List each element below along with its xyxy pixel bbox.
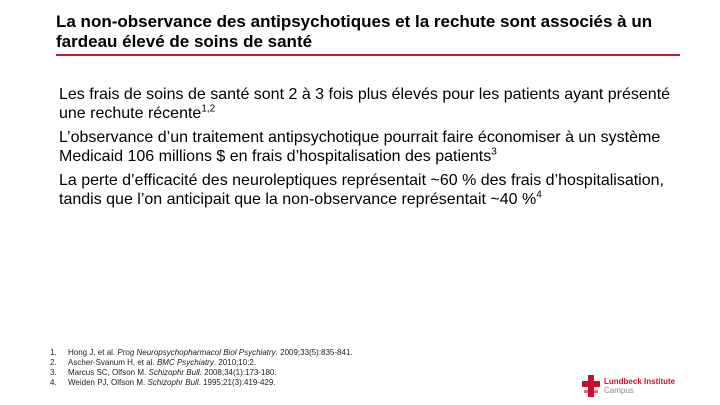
reference-details: . 1995;21(3):419-429. xyxy=(198,378,276,387)
reference-list xyxy=(50,348,470,388)
title-divider xyxy=(56,54,680,56)
citation-superscript: 1,2 xyxy=(201,103,216,115)
bullet-text: L’observance d’un traitement antipsychotique pourrait faire économiser à un système Medicaid 106 millions $ en frais d’hospitalisation des patients xyxy=(59,129,661,165)
reference-source: Prog Neuropsychopharmacol Biol Psychiatry xyxy=(117,348,276,357)
reference-authors: Weiden PJ, Olfson M. xyxy=(68,378,146,387)
reference-item xyxy=(50,358,470,368)
logo-name: Lundbeck Institute xyxy=(604,377,676,386)
bullet-text: La perte d’efficacité des neuroleptiques représentait ~60 % des frais d’hospitalisation, tandis que l’on anticipait que la non-observance représentait ~40 % xyxy=(59,172,664,208)
lundbeck-logo xyxy=(582,373,692,399)
reference-item xyxy=(50,368,470,378)
reference-number: 2. xyxy=(50,358,57,367)
bullet-item xyxy=(59,128,689,166)
reference-item xyxy=(50,348,470,358)
reference-item xyxy=(50,378,470,388)
reference-number: 1. xyxy=(50,348,57,357)
lundbeck-logo-icon xyxy=(582,375,600,397)
logo-subtitle: Campus xyxy=(604,386,634,395)
bullet-list xyxy=(59,85,689,214)
reference-source: BMC Psychiatry xyxy=(156,358,214,367)
reference-authors: Hong J, et al. xyxy=(68,348,116,357)
reference-source: Schizophr Bull xyxy=(147,378,199,387)
citation-superscript: 4 xyxy=(536,189,542,201)
bullet-item xyxy=(59,171,689,209)
reference-source: Schizophr Bull xyxy=(148,368,200,377)
reference-authors: Ascher-Svanum H, et al. xyxy=(68,358,155,367)
reference-details: . 2010;10:2. xyxy=(213,358,257,367)
slide-title: La non-observance des antipsychotiques et la rechute sont associés à un fardeau élevé de soins de santé xyxy=(56,12,653,51)
reference-authors: Marcus SC, Olfson M. xyxy=(68,368,147,377)
reference-details: . 2009;33(5):835-841. xyxy=(275,348,353,357)
bullet-text: Les frais de soins de santé sont 2 à 3 fois plus élevés pour les patients ayant présenté une rechute récente xyxy=(59,86,671,122)
reference-number: 4. xyxy=(50,378,57,387)
reference-number: 3. xyxy=(50,368,57,377)
reference-details: . 2008;34(1):173-180. xyxy=(199,368,277,377)
citation-superscript: 3 xyxy=(491,146,497,158)
bullet-item xyxy=(59,85,689,123)
